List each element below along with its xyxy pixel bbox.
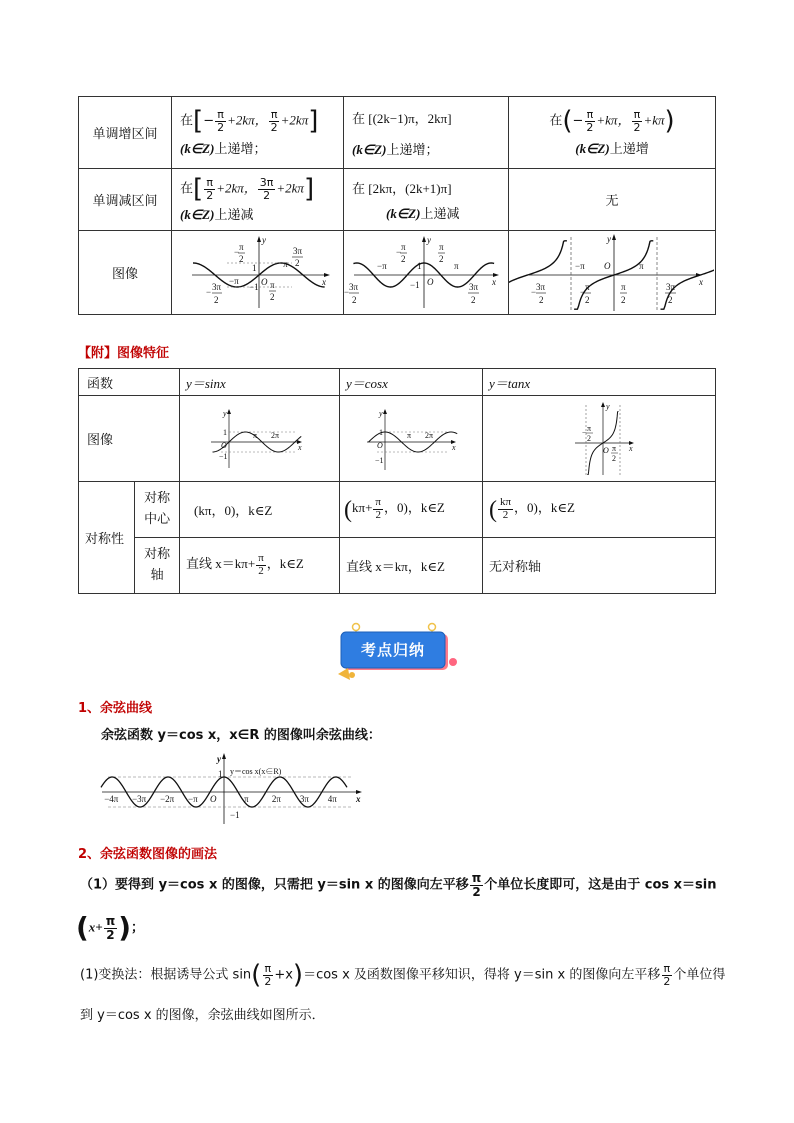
tick-label: −2π — [160, 794, 175, 804]
cell-text: +2kπ， — [216, 180, 257, 196]
cosine-curve-graph — [100, 752, 370, 826]
sin-decreasing-cell — [172, 169, 344, 231]
svg-text:π: π — [612, 443, 617, 453]
cell-text: 上递减 — [214, 208, 254, 223]
cos-graph — [344, 233, 508, 313]
tick-label: O — [210, 794, 217, 804]
frac-num: π — [270, 107, 278, 121]
svg-text:−1: −1 — [230, 810, 240, 820]
svg-text:3π: 3π — [536, 281, 546, 292]
svg-text:2: 2 — [295, 257, 300, 268]
frac-den: 2 — [258, 565, 264, 577]
svg-text:O: O — [427, 276, 434, 287]
cell-text: +kπ， — [596, 112, 631, 128]
svg-text:π: π — [585, 281, 590, 292]
cell-text: 上递减 — [420, 206, 460, 222]
svg-text:y: y — [222, 408, 227, 418]
fraction — [631, 109, 642, 133]
graph-label: y＝cos x(x∈R) — [230, 767, 282, 776]
table-row — [79, 169, 716, 231]
fraction — [258, 177, 276, 201]
header-text: y＝cosx — [346, 375, 388, 391]
row-label: 图像 — [79, 231, 172, 315]
cell-text: +2kπ， — [227, 112, 268, 128]
tan-mini-graph-cell — [482, 396, 715, 482]
tan-increasing-cell: 在(− $\frac{\pi}{2}$ +kπ， $\frac{\pi}{2}$ +kπ) (k∈Z)上递增 — [509, 97, 716, 169]
svg-text:2: 2 — [471, 294, 476, 305]
cell-text: 在 [(2k−1)π，2kπ] — [352, 110, 452, 126]
para-text: 个单位长度即可，这是由于 cos x＝sin — [484, 877, 717, 893]
tan-graph-cell — [509, 231, 716, 315]
svg-text:2: 2 — [214, 294, 219, 305]
sin-graph — [172, 233, 342, 313]
frac-den: 2 — [270, 120, 278, 134]
sub-label-text: 对称中心 — [144, 490, 171, 527]
fraction — [373, 497, 383, 521]
svg-text:O: O — [220, 440, 227, 450]
svg-text:π: π — [239, 241, 244, 252]
svg-text:−: − — [206, 286, 212, 297]
fraction — [470, 872, 484, 898]
cos-decreasing-cell — [344, 169, 509, 231]
svg-text:1: 1 — [417, 260, 422, 271]
svg-text:π: π — [454, 260, 459, 271]
section-badge — [334, 620, 460, 682]
para-text: (1)变换法：根据诱导公式 sin — [80, 967, 252, 983]
frac-den: 2 — [663, 974, 671, 988]
svg-text:1: 1 — [378, 427, 383, 437]
svg-text:−: − — [582, 427, 587, 437]
svg-text:x: x — [322, 276, 327, 287]
frac-num: π — [586, 107, 594, 121]
header-text: y＝sinx — [186, 375, 226, 391]
tick-label: 3π — [299, 794, 309, 804]
svg-text:−1: −1 — [249, 281, 259, 292]
svg-text:π: π — [621, 281, 626, 292]
para-text: ； — [131, 920, 145, 936]
tan-axis-cell: 无对称轴 — [482, 538, 715, 594]
svg-text:π: π — [252, 430, 257, 440]
graph-features-table — [78, 368, 716, 594]
svg-text:−: − — [234, 246, 240, 257]
frac-num: π — [105, 913, 116, 928]
cos-mini-graph-cell — [340, 396, 483, 482]
sin-graph-cell — [172, 231, 344, 315]
tick-label: −3π — [132, 794, 147, 804]
cell-text: kπ+ — [352, 500, 373, 516]
svg-text:2: 2 — [539, 294, 544, 305]
tan-center-cell: ( $\frac{k\pi}{2}$ ，0)，k∈Z — [482, 482, 715, 538]
svg-text:π: π — [639, 260, 644, 271]
svg-text:2: 2 — [585, 294, 590, 305]
cell-text: 上递增 — [609, 142, 649, 157]
fraction — [262, 963, 273, 987]
svg-text:−1: −1 — [218, 451, 228, 461]
frac-num: π — [375, 496, 381, 509]
svg-text:π: π — [270, 279, 275, 290]
svg-text:2π: 2π — [270, 430, 279, 440]
svg-text:−: − — [531, 286, 537, 297]
section-1-heading: 1、余弦曲线 — [78, 701, 153, 716]
frac-den: 2 — [375, 509, 381, 521]
badge-text: 考点归纳 — [360, 641, 425, 659]
svg-text:3π: 3π — [349, 281, 359, 292]
svg-text:y: y — [607, 233, 611, 244]
para-text: ＝cos x 及函数图像平移知识，得将 y＝sin x 的图像向左平移 — [303, 967, 661, 983]
k-condition: (k∈Z) — [180, 141, 215, 156]
cell-text: ，k∈Z — [266, 556, 304, 572]
svg-text:2: 2 — [401, 253, 406, 264]
table-row — [79, 369, 716, 396]
para-text: +x — [274, 967, 293, 983]
svg-text:−1: −1 — [374, 455, 384, 465]
fraction — [584, 109, 595, 133]
fraction — [215, 109, 226, 133]
svg-text:y: y — [262, 234, 267, 245]
frac-den: 2 — [472, 884, 481, 899]
svg-text:2: 2 — [352, 294, 357, 305]
svg-text:O: O — [603, 445, 610, 455]
section-2-para-2: (1)变换法：根据诱导公式 sin( $\frac{\pi}{2}$ +x)＝cos x 及函数图像平移知识，得将 y＝sin x 的图像向左平移 $\frac{\pi}{2}$ 个单位得 — [80, 960, 726, 990]
tan-graph — [509, 233, 714, 313]
frac-den: 2 — [217, 120, 225, 134]
tick-label: 4π — [327, 794, 337, 804]
frac-num: π — [633, 107, 641, 121]
cell-text: ，0)，k∈Z — [383, 500, 445, 516]
section-1-text: 余弦函数 y＝cos x，x∈R 的图像叫余弦曲线： — [101, 728, 381, 743]
header-cell — [340, 369, 483, 396]
sin-axis-cell — [180, 538, 340, 594]
svg-text:x: x — [356, 794, 361, 804]
frac-den: 2 — [106, 927, 115, 942]
header-cell: 函数 — [79, 369, 180, 396]
svg-text:−: − — [344, 286, 350, 297]
k-condition: (k∈Z) — [386, 205, 421, 221]
tan-decreasing-cell: 无 — [509, 169, 716, 231]
fraction — [256, 553, 266, 577]
cos-axis-cell: 直线 x＝kπ，k∈Z — [340, 538, 483, 594]
svg-text:1: 1 — [222, 427, 227, 437]
section-2-para-1 — [80, 872, 730, 898]
cell-text: 在 — [180, 113, 194, 129]
tan-mini-graph — [483, 399, 714, 479]
frac-num: π — [258, 552, 264, 565]
frac-num: π — [264, 961, 272, 975]
frac-num: 3π — [259, 175, 274, 189]
section-2-para-1-cont: (x+ $\frac{\pi}{2}$ )； — [76, 911, 145, 944]
para-text: x+ — [88, 919, 103, 935]
row-label: 对称性 — [79, 482, 135, 594]
tick-label: −π — [188, 794, 198, 804]
tick-label: π — [244, 794, 249, 804]
svg-text:−π: −π — [575, 260, 585, 271]
svg-text:2: 2 — [587, 433, 592, 443]
sin-center-cell: (kπ，0)，k∈Z — [180, 482, 340, 538]
frac-num: π — [471, 871, 482, 885]
frac-num: π — [217, 107, 224, 121]
svg-text:O: O — [261, 276, 268, 287]
svg-text:y: y — [378, 408, 383, 418]
svg-text:−π: −π — [229, 275, 239, 286]
frac-num: π — [663, 961, 671, 975]
frac-den: 2 — [264, 974, 272, 988]
sin-increasing-cell: 在[− $\frac{\pi}{2}$ +2kπ， $\frac{\pi}{2}$ +2kπ] (k∈Z)上递增； — [172, 97, 344, 169]
svg-text:3π: 3π — [666, 281, 676, 292]
cell-text: 上递增； — [386, 142, 439, 158]
svg-text:π: π — [406, 430, 411, 440]
row-label: 单调增区间 — [79, 97, 172, 169]
cell-text: 在 — [180, 181, 194, 197]
cell-text: +2kπ — [276, 180, 304, 196]
paren-left: ( — [562, 106, 573, 136]
header-text: y＝tanx — [488, 375, 531, 391]
sub-label — [135, 538, 180, 594]
cos-mini-graph — [341, 404, 482, 474]
row-label: 图像 — [79, 396, 180, 482]
cell-text: ，0)，k∈Z — [514, 500, 575, 516]
fraction — [204, 177, 215, 201]
cos-increasing-cell — [344, 97, 509, 169]
sub-label-text: 对称轴 — [144, 546, 171, 583]
frac-den: 2 — [633, 120, 641, 134]
bracket-right: ] — [303, 174, 315, 204]
svg-text:2: 2 — [668, 294, 673, 305]
header-cell — [180, 369, 340, 396]
frac-den: 2 — [263, 188, 271, 202]
svg-text:−π: −π — [377, 260, 387, 271]
frac-den: 2 — [502, 509, 509, 521]
cos-graph-cell — [344, 231, 509, 315]
monotonicity-table — [78, 96, 716, 315]
fraction — [104, 915, 118, 941]
tick-label: 2π — [271, 794, 281, 804]
cell-text: 在 [2kπ，(2k+1)π] — [352, 180, 452, 196]
bracket-right: ] — [308, 106, 319, 136]
section-2-heading: 2、余弦函数图像的画法 — [78, 847, 218, 862]
cell-text: +kπ — [643, 112, 665, 128]
svg-text:O: O — [604, 260, 611, 271]
svg-text:3π: 3π — [293, 245, 303, 256]
section-2-para-3: 到 y＝cos x 的图像，余弦曲线如图所示． — [80, 1008, 325, 1023]
fraction — [661, 963, 672, 987]
para-text: （1）要得到 y＝cos x 的图像，只需把 y＝sin x 的图像向左平移 — [80, 877, 469, 893]
svg-text:π: π — [439, 241, 444, 252]
svg-text:x: x — [451, 442, 456, 452]
svg-text:1: 1 — [218, 769, 223, 779]
table-row — [79, 482, 716, 538]
paren-right: ) — [664, 106, 675, 136]
frac-den: 2 — [206, 188, 214, 202]
svg-text:y: y — [427, 234, 431, 245]
table-row — [79, 396, 716, 482]
svg-text:π: π — [283, 258, 288, 269]
sub-label — [135, 482, 180, 538]
table-row — [79, 97, 716, 169]
svg-text:−1: −1 — [410, 279, 420, 290]
bracket-left: [ — [193, 106, 204, 136]
k-condition: (k∈Z) — [180, 207, 215, 222]
svg-text:x: x — [492, 276, 496, 287]
svg-text:π: π — [587, 423, 592, 433]
cell-text: 上递增； — [214, 142, 267, 157]
frac-num: kπ — [499, 496, 512, 509]
frac-num: π — [206, 175, 213, 189]
svg-text:x: x — [297, 442, 302, 452]
row-label: 单调减区间 — [79, 169, 172, 231]
svg-text:1: 1 — [252, 262, 257, 273]
svg-text:3π: 3π — [469, 281, 479, 292]
svg-text:2: 2 — [621, 294, 626, 305]
svg-text:π: π — [401, 241, 406, 252]
k-condition: (k∈Z) — [352, 141, 387, 157]
cell-text: 直线 x＝kπ+ — [186, 556, 256, 572]
header-cell — [482, 369, 715, 396]
cell-text: +2kπ — [280, 112, 309, 128]
cos-center-cell: (kπ+ $\frac{\pi}{2}$ ，0)，k∈Z — [340, 482, 483, 538]
sin-mini-graph — [181, 404, 339, 474]
tick-label: −4π — [104, 794, 119, 804]
svg-text:2: 2 — [439, 253, 444, 264]
cell-text: 在 — [549, 113, 563, 129]
table-row — [79, 538, 716, 594]
fraction — [269, 109, 280, 133]
svg-text:x: x — [699, 276, 703, 287]
svg-text:x: x — [629, 443, 634, 453]
appendix-heading: 【附】图像特征 — [78, 346, 170, 361]
svg-text:y: y — [606, 401, 611, 411]
svg-text:−: − — [396, 246, 402, 257]
svg-text:2: 2 — [270, 291, 275, 302]
frac-den: 2 — [586, 120, 594, 134]
svg-text:−: − — [580, 286, 586, 297]
svg-text:y: y — [217, 754, 221, 764]
svg-text:2: 2 — [612, 453, 617, 463]
sin-mini-graph-cell — [180, 396, 340, 482]
k-condition: (k∈Z) — [575, 141, 610, 156]
bracket-left: [ — [193, 174, 204, 204]
fraction — [498, 497, 513, 521]
svg-text:2: 2 — [239, 253, 244, 264]
para-text: 个单位得 — [673, 967, 726, 983]
svg-text:2π: 2π — [424, 430, 433, 440]
table-row — [79, 231, 716, 315]
svg-text:3π: 3π — [212, 281, 222, 292]
svg-text:O: O — [376, 440, 383, 450]
